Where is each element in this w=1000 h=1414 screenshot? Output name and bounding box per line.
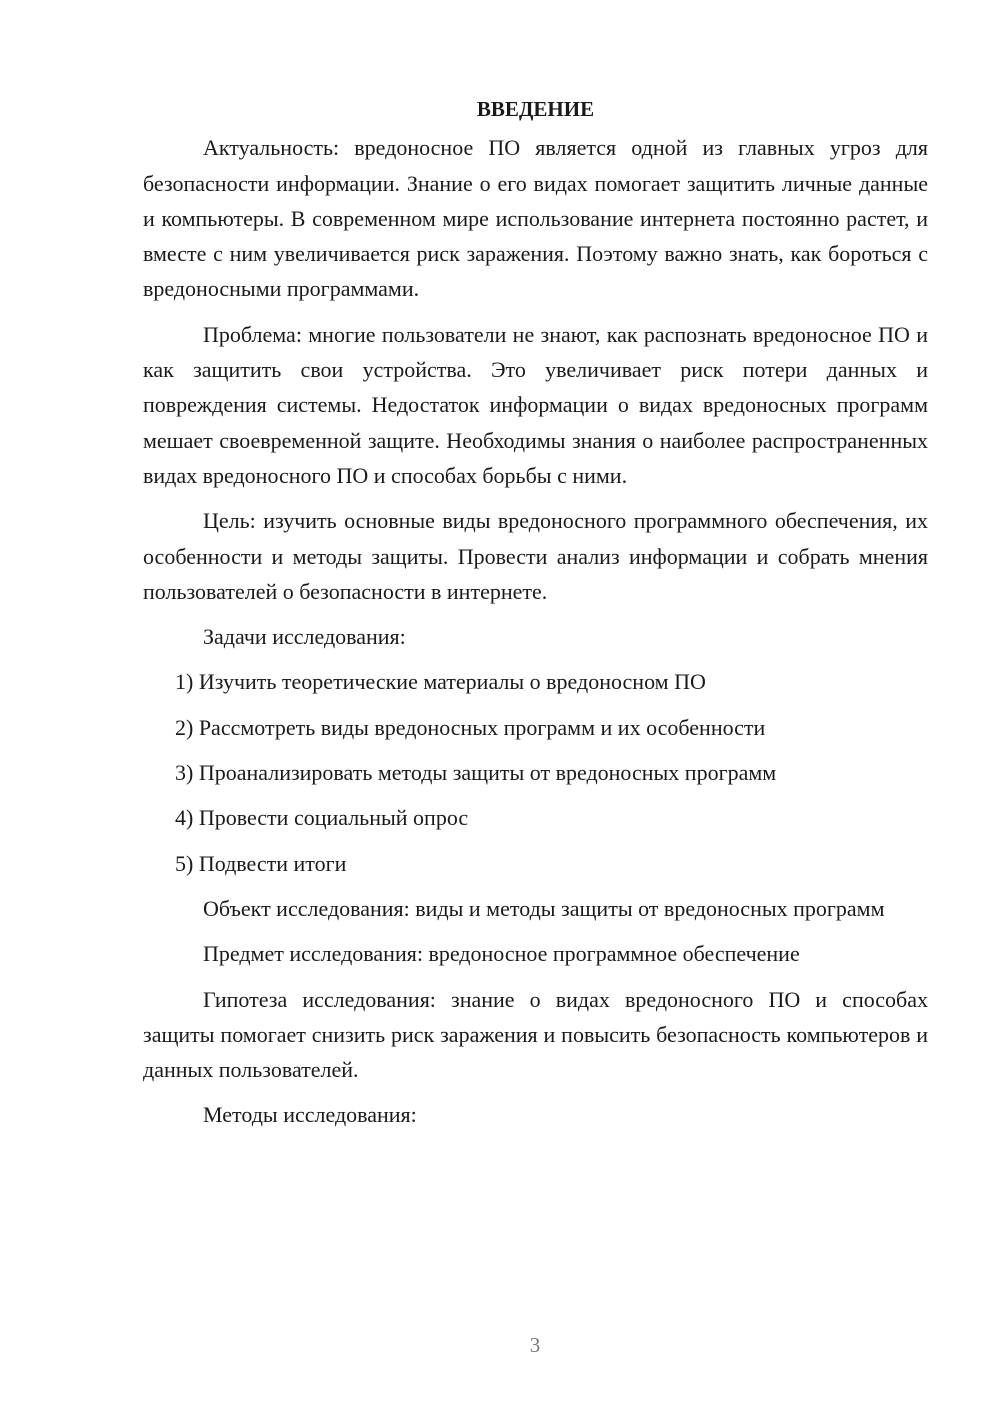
list-item: 5) Подвести итоги: [175, 850, 347, 876]
paragraph-hypothesis: Гипотеза исследования: знание о видах вредоносного ПО и способах защиты помогает снизить риск заражения и повысить безопасность компьютеров и данных пользователей.: [143, 986, 928, 1083]
methods-heading: Методы исследования:: [203, 1102, 417, 1128]
paragraph-goal: Цель: изучить основные виды вредоносного программного обеспечения, их особенности и методы защиты. Провести анализ информации и собрать мнения пользователей о безопасности в интернете.: [143, 508, 928, 604]
list-item: 3) Проанализировать методы защиты от вредоносных программ: [175, 760, 777, 786]
paragraph-relevance: Актуальность: вредоносное ПО является одной из главных угроз для безопасности информации. Знание о его видах помогает защитить личные данные и компьютеры. В современном мире использование интернета постоянно растет, и вместе с ним увеличивается риск заражения. Поэтому важно знать, как бороться с вредоносными программами.: [143, 135, 928, 302]
document-page: [143, 92, 928, 1143]
paragraph-problem: Проблема: многие пользователи не знают, как распознать вредоносное ПО и как защитить свои устройства. Это увеличивает риск потери данных и повреждения системы. Недостаток информации о видах вредоносных программ мешает своевременной защите. Необходимы знания о наиболее распространенных видах вредоносного ПО и способах борьбы с ними.: [143, 321, 928, 488]
paragraph-object: Объект исследования: виды и методы защиты от вредоносных программ: [203, 895, 885, 921]
page-title: ВВЕДЕНИЕ: [476, 97, 595, 121]
tasks-list: [143, 664, 928, 880]
tasks-heading: Задачи исследования:: [203, 624, 406, 650]
page-number: 3: [529, 1333, 541, 1357]
list-item: 4) Провести социальный опрос: [175, 805, 469, 831]
list-item: 2) Рассмотреть виды вредоносных программ и их особенности: [175, 714, 766, 740]
list-item: 1) Изучить теоретические материалы о вредоносном ПО: [175, 669, 706, 695]
paragraph-subject: Предмет исследования: вредоносное программное обеспечение: [203, 941, 800, 967]
